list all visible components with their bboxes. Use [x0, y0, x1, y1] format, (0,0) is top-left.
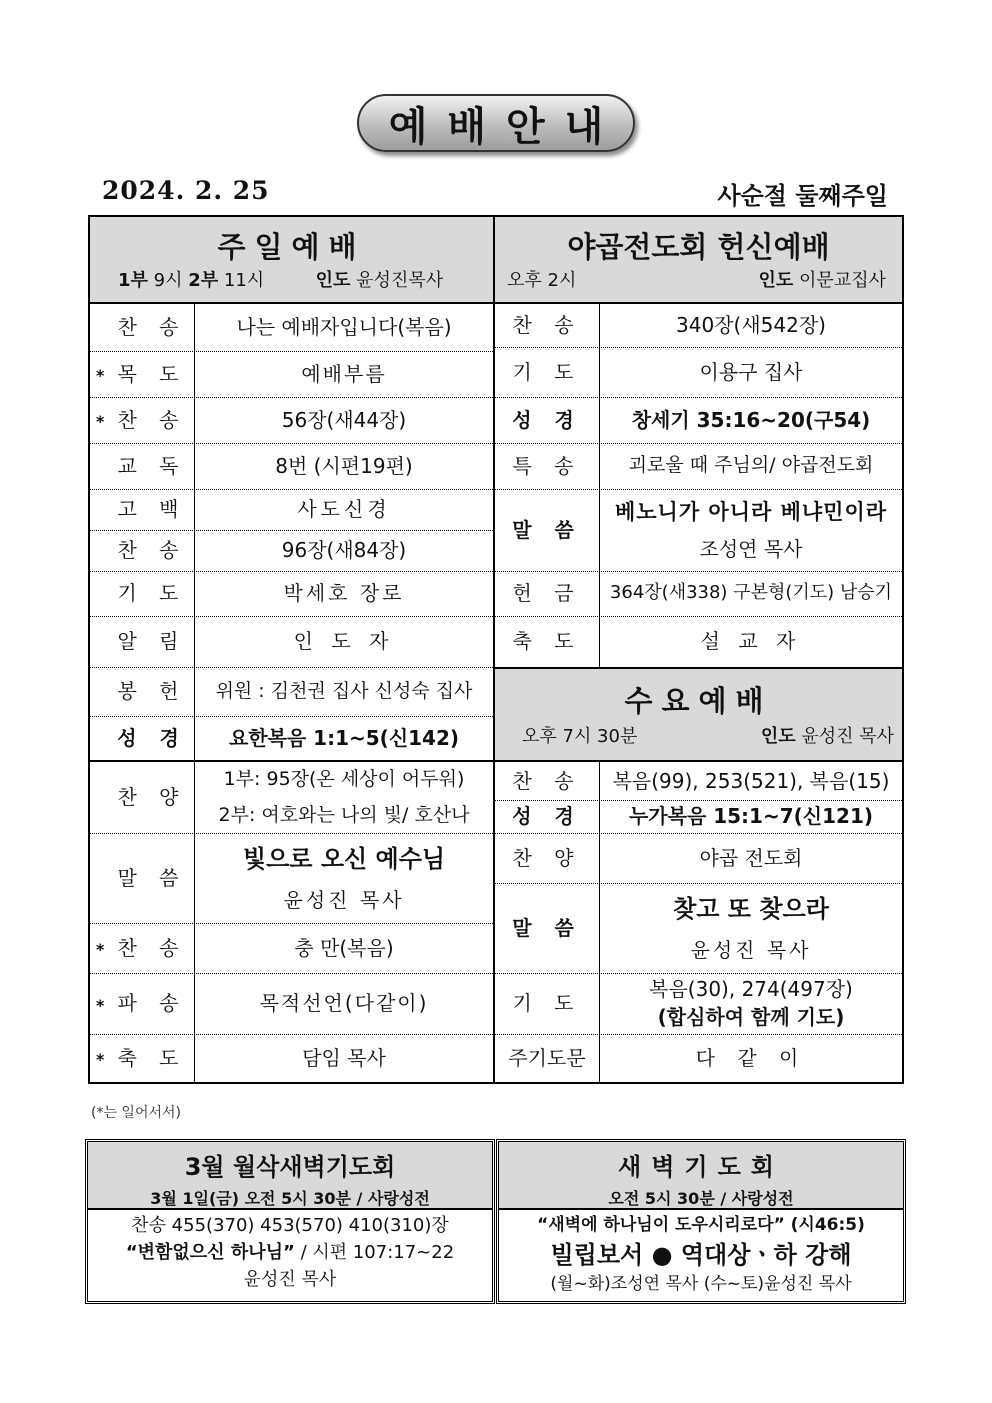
sunday-row-content: 예배부름	[301, 361, 387, 386]
liturgical-week: 사순절 둘째주일	[717, 182, 888, 210]
sunday-row-label: 교 독	[117, 453, 187, 478]
sunday-row-content: 담임 목사	[302, 1045, 386, 1070]
sunday-title: 주일예배	[217, 230, 366, 264]
sunday-row-content: 충 만(복음)	[294, 935, 394, 960]
jacob-row-label: 축 도	[512, 629, 582, 653]
jacob-title: 야곱전도회 헌신예배	[567, 230, 830, 264]
sunday-row-label: 축 도	[117, 1045, 187, 1070]
jacob-row-label: 기 도	[512, 359, 582, 384]
sunday-lead: 윤성진목사	[356, 270, 444, 291]
jacob-row-content: 설 교 자	[700, 629, 802, 653]
sunday-row-label: 찬 양	[117, 785, 187, 809]
jacob-lead-label: 인도	[758, 270, 794, 291]
sunday-row-label: 목 도	[117, 361, 187, 386]
march-hymns: 찬송 455(370) 453(570) 410(310)장	[131, 1215, 449, 1236]
jacob-row-label: 말 씀	[512, 517, 582, 542]
wednesday-row-label: 말 씀	[512, 915, 582, 940]
wednesday-time: 오후 7시 30분	[522, 726, 638, 747]
sunday-row-label: 알 림	[117, 629, 187, 653]
wednesday-header	[495, 667, 902, 762]
march-dawn-prayer-box	[85, 1139, 495, 1304]
sunday-row-content: 나는 예배자입니다(복음)	[236, 315, 452, 339]
jacob-row-content: 이용구 집사	[699, 359, 803, 384]
wednesday-row-content: 누가복음 15:1~7(신121)	[628, 804, 873, 828]
wednesday-row-label: 찬 양	[512, 845, 582, 870]
march-sermon-title: “변함없으신 하나님”	[125, 1242, 295, 1263]
sunday-row-label: 말 씀	[117, 865, 187, 890]
wednesday-lead: 윤성진 목사	[801, 726, 894, 747]
dawn-verse: “새벽에 하나님이 도우시리로다” (시46:5)	[537, 1215, 865, 1235]
march-subtitle: 3월 1일(금) 오전 5시 30분 / 사랑성전	[150, 1189, 430, 1208]
wednesday-row-content: 야곱 전도회	[699, 845, 803, 870]
jacob-preacher: 조성연 목사	[699, 536, 803, 561]
sunday-lead-label: 인도	[315, 270, 351, 291]
sunday-row-label: 성 경	[117, 725, 187, 750]
preacher: 윤성진 목사	[283, 887, 405, 912]
march-preacher: 윤성진 목사	[243, 1269, 337, 1290]
wednesday-preacher: 윤성진 목사	[690, 937, 812, 962]
sunday-row-content: 목적선언(다같이)	[259, 991, 429, 1015]
jacob-time: 오후 2시	[507, 270, 577, 291]
standing-marker: *	[96, 412, 105, 431]
sunday-row-content: 56장(새44장)	[281, 407, 407, 432]
jacob-row-content: 창세기 35:16~20(구54)	[631, 407, 871, 432]
first-service-time: 9시	[153, 270, 183, 291]
standing-marker: *	[96, 366, 105, 385]
sunday-row-label: 찬 송	[117, 407, 187, 432]
sunday-row-label: 고 백	[117, 497, 187, 521]
sunday-header	[90, 217, 493, 304]
sunday-row-content: 위원 : 김천권 집사 신성숙 집사	[215, 679, 473, 702]
page-title: 예배안내	[357, 94, 635, 152]
dawn-prayer-box	[496, 1139, 906, 1304]
wednesday-sermon-title: 찾고 또 찾으라	[673, 894, 829, 923]
sunday-row-content-2: 2부: 여호와는 나의 빛/ 호산나	[218, 803, 470, 826]
jacob-row-label: 성 경	[512, 407, 582, 432]
jacob-row-label: 헌 금	[512, 581, 582, 605]
standing-note: (*는 일어서서)	[91, 1105, 181, 1121]
wednesday-row-content: 복음(99), 253(521), 복음(15)	[612, 768, 890, 793]
sunday-row-label: 파 송	[117, 991, 187, 1015]
jacob-schedule	[495, 266, 902, 292]
standing-marker: *	[96, 1050, 105, 1069]
wednesday-row-content: 복음(30), 274(497장)	[649, 977, 853, 1001]
standing-marker: *	[96, 940, 105, 959]
dawn-title: 새벽기도회	[618, 1153, 784, 1181]
sunday-row-label: 찬 송	[117, 315, 187, 339]
sunday-row-content: 8번 (시편19편)	[275, 453, 413, 478]
dawn-study: 빌립보서 ● 역대상ㆍ하 강해	[550, 1241, 852, 1269]
march-passage: / 시편 107:17~22	[294, 1242, 455, 1263]
sunday-row-content: 요한복음 1:1~5(신142)	[228, 725, 460, 750]
second-service-time: 11시	[223, 270, 265, 291]
wednesday-row-content: 다 같 이	[695, 1045, 807, 1070]
first-service-label: 1부	[118, 270, 148, 291]
sermon-title: 빛으로 오신 예수님	[242, 844, 446, 873]
jacob-row-content: 364장(새338) 구본형(기도) 남승기	[609, 582, 893, 604]
sunday-row-label: 기 도	[117, 581, 187, 605]
jacob-row-content: 괴로울 때 주님의/ 야곱전도회	[628, 454, 874, 477]
sunday-row-content: 1부: 95장(온 세상이 어두워)	[223, 768, 465, 791]
service-date: 2024. 2. 25	[102, 176, 270, 205]
sunday-row-content: 사도신경	[297, 497, 391, 521]
jacob-lead: 이문교집사	[799, 270, 886, 291]
wednesday-title: 수요예배	[624, 684, 773, 718]
wednesday-row-label: 주기도문	[508, 1045, 586, 1070]
jacob-row-label: 특 송	[512, 453, 582, 478]
sunday-row-label: 찬 송	[117, 538, 187, 562]
standing-marker: *	[96, 996, 105, 1015]
wednesday-schedule	[495, 722, 902, 748]
wednesday-row-label: 성 경	[512, 804, 582, 828]
jacob-sermon-title: 베노니가 아니라 베냐민이라	[614, 499, 888, 524]
jacob-row-label: 찬 송	[512, 313, 582, 337]
dawn-subtitle: 오전 5시 30분 / 사랑성전	[608, 1189, 794, 1208]
dawn-preachers: (월~화)조성연 목사 (수~토)윤성진 목사	[550, 1274, 852, 1294]
sunday-row-label: 봉 헌	[117, 679, 187, 703]
jacob-header	[495, 217, 902, 304]
sunday-row-label: 찬 송	[117, 935, 187, 960]
sunday-row-content: 인 도 자	[293, 629, 395, 653]
sunday-row-content: 96장(새84장)	[281, 538, 407, 562]
wednesday-row-label: 찬 송	[512, 768, 582, 793]
sunday-row-content: 박세호 장로	[283, 581, 405, 605]
wednesday-row-content-2: (합심하여 함께 기도)	[657, 1005, 845, 1029]
wednesday-row-label: 기 도	[512, 991, 582, 1015]
sunday-schedule	[90, 266, 493, 292]
wednesday-lead-label: 인도	[760, 726, 796, 747]
second-service-label: 2부	[188, 270, 219, 291]
jacob-row-content: 340장(새542장)	[676, 313, 826, 337]
march-title: 3월 월삭새벽기도회	[184, 1153, 396, 1181]
march-scripture	[88, 1239, 492, 1266]
